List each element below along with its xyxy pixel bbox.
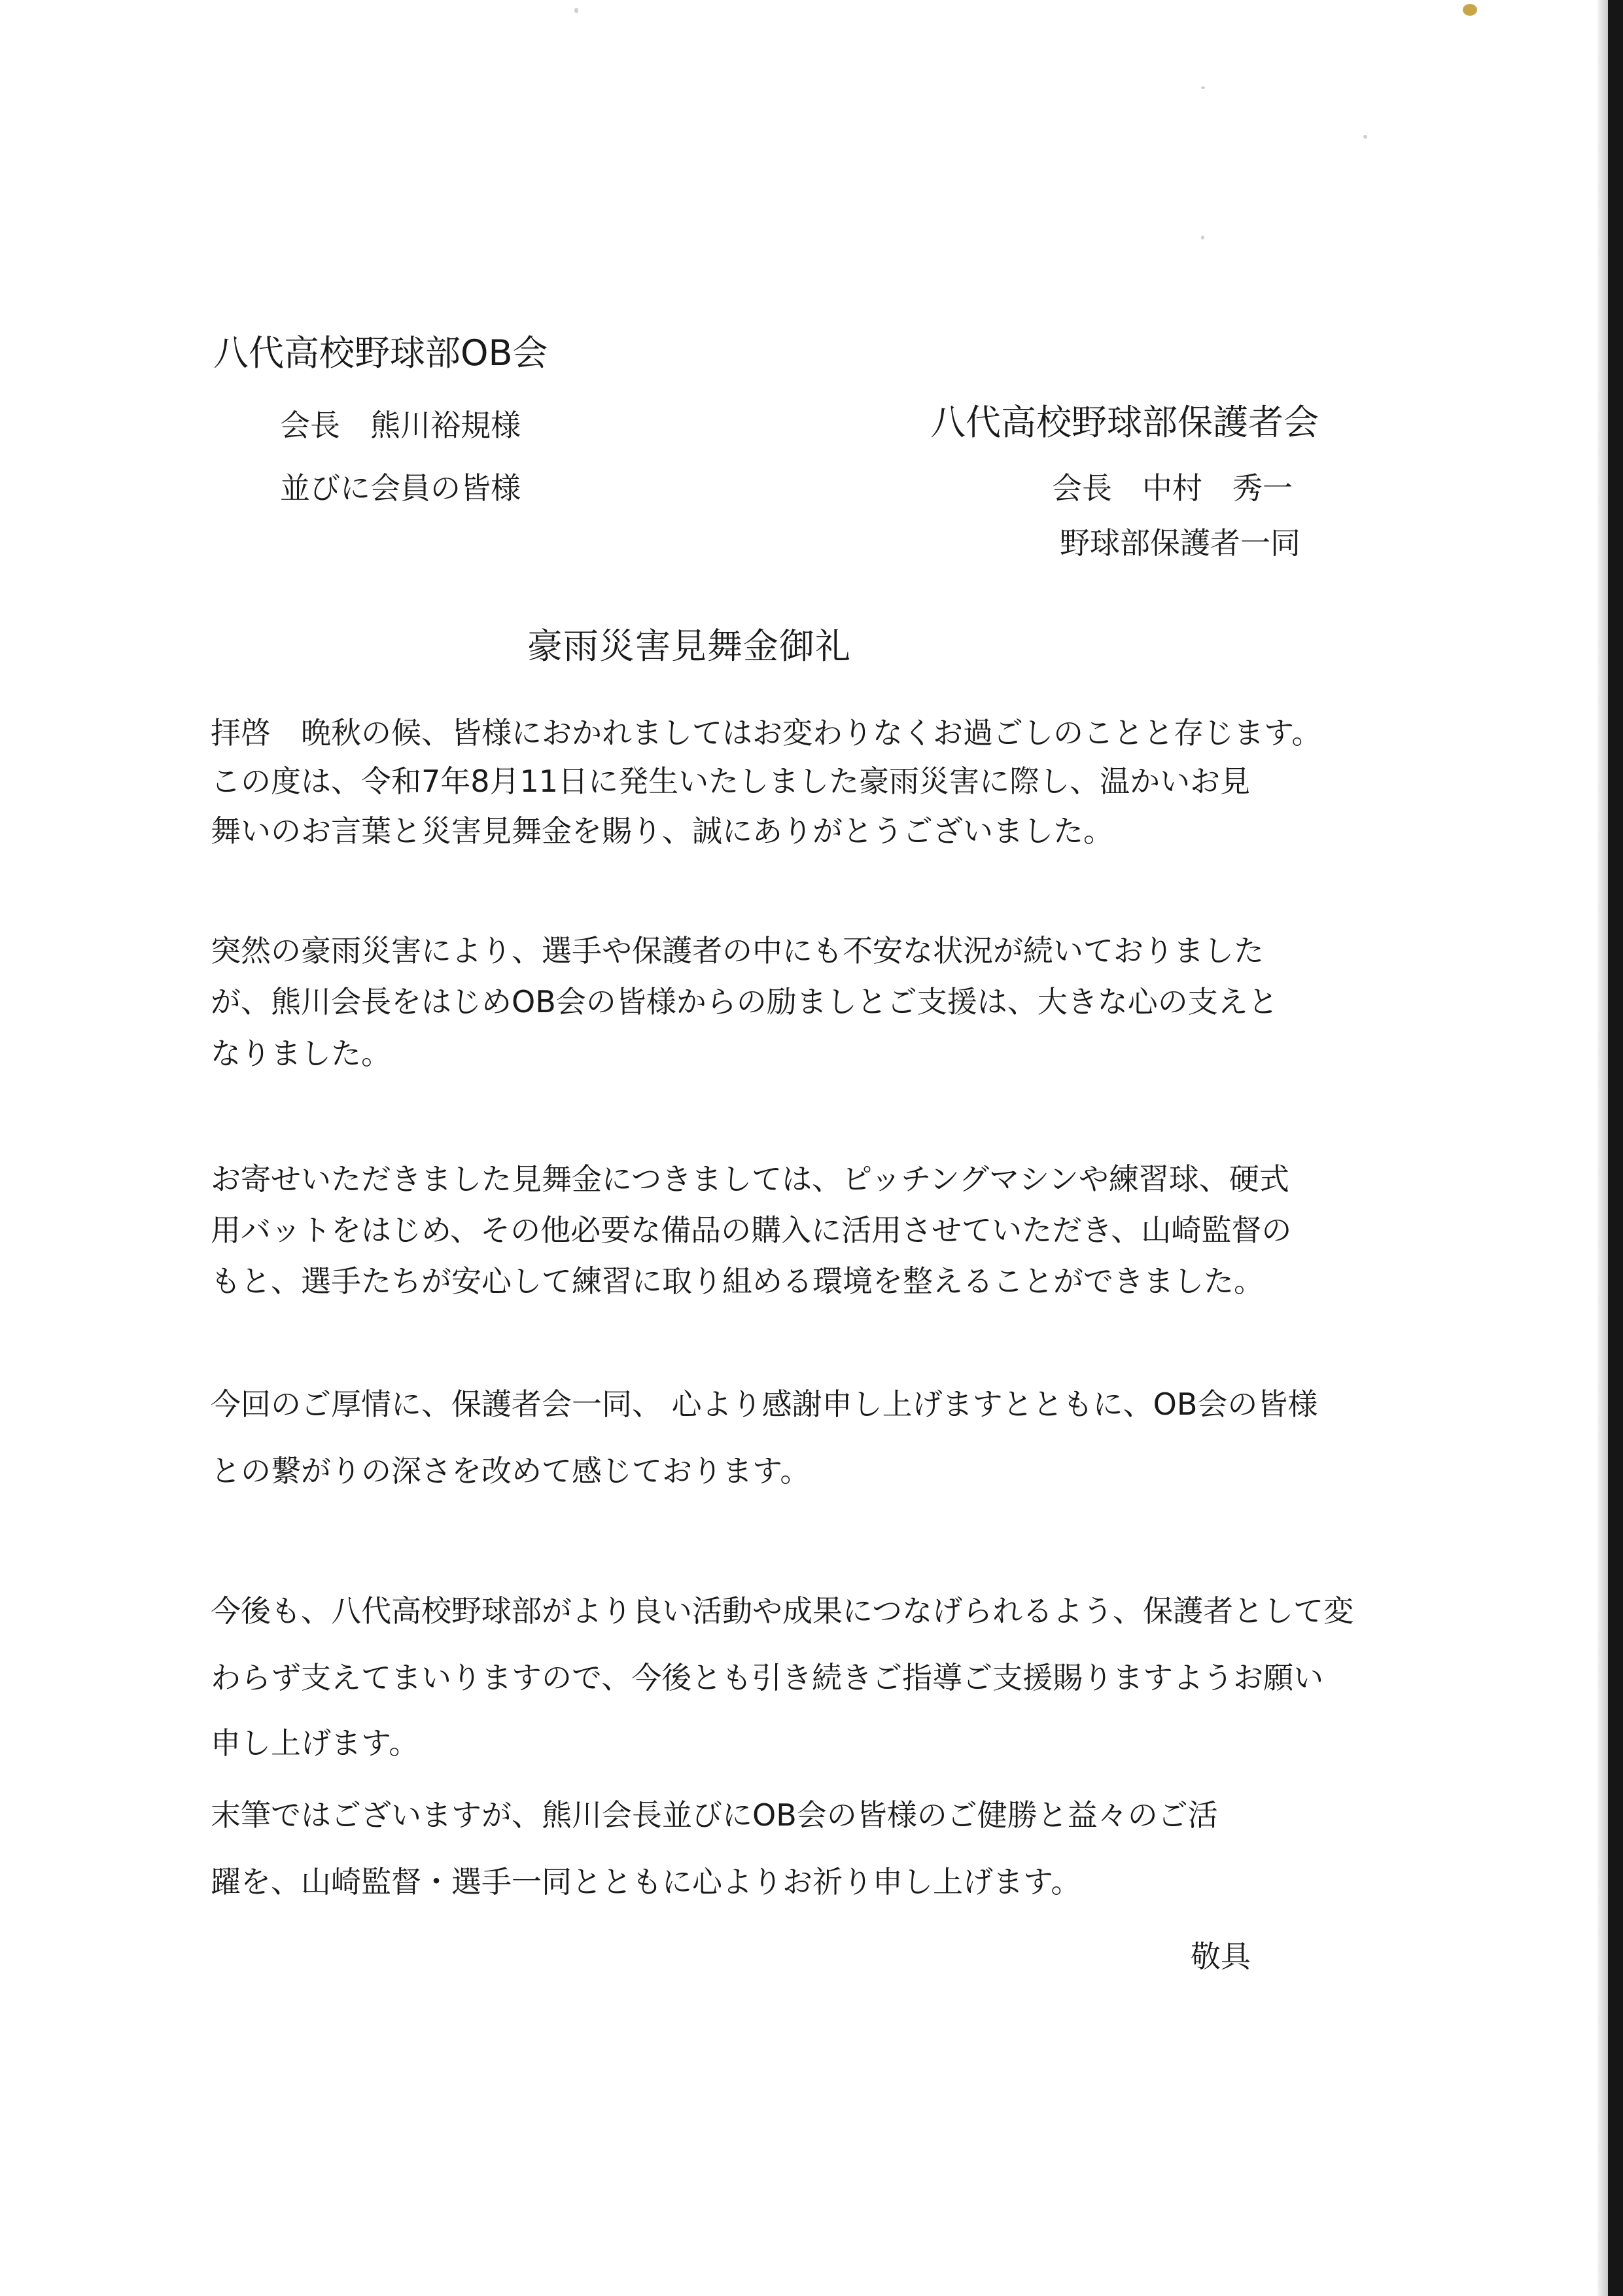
body-line: 用バットをはじめ、その他必要な備品の購入に活用させていただき、山崎監督の	[211, 1212, 1292, 1248]
body-line: この度は、令和7年8月11日に発生いたしました豪雨災害に際し、温かいお見	[211, 764, 1251, 799]
scan-edge-shadow	[1597, 0, 1608, 2296]
letter-title: 豪雨災害見舞金御礼	[527, 626, 851, 667]
scan-edge	[1608, 0, 1623, 2296]
body-line: 舞いのお言葉と災害見舞金を賜り、誠にありがとうございました。	[211, 813, 1113, 849]
body-line: 突然の豪雨災害により、選手や保護者の中にも不安な状況が続いておりました	[211, 933, 1264, 968]
body-line: 拝啓 晩秋の候、皆様におかれましてはお変わりなくお過ごしのことと存じます。	[211, 715, 1322, 751]
scan-speck	[1363, 135, 1367, 139]
body-line: 今回のご厚情に、保護者会一同、 心より感謝申し上げますとともに、OB会の皆様	[211, 1386, 1318, 1422]
body-line: 今後も、八代高校野球部がより良い活動や成果につなげられるよう、保護者として変	[211, 1593, 1354, 1629]
body-line: 躍を、山崎監督・選手一同とともに心よりお祈り申し上げます。	[211, 1864, 1081, 1899]
body-line: なりました。	[211, 1036, 391, 1071]
scan-speck	[1201, 236, 1204, 239]
scan-speck	[1463, 4, 1477, 16]
body-line: もと、選手たちが安心して練習に取り組める環境を整えることができました。	[211, 1263, 1264, 1299]
body-line: との繋がりの深さを改めて感じております。	[211, 1453, 811, 1489]
recipient-organization: 八代高校野球部OB会	[213, 332, 548, 374]
body-line: お寄せいただきました見舞金につきましては、ピッチングマシンや練習球、硬式	[211, 1161, 1289, 1197]
closing-keigu: 敬具	[1191, 1939, 1251, 1974]
body-line: 末筆ではございますが、熊川会長並びにOB会の皆様のご健勝と益々のご活	[211, 1797, 1218, 1833]
scan-speck	[1201, 86, 1205, 89]
sender-group: 野球部保護者一同	[1060, 525, 1300, 561]
scan-speck	[574, 8, 578, 13]
body-line: が、熊川会長をはじめOB会の皆様からの励ましとご支援は、大きな心の支えと	[211, 984, 1278, 1019]
body-line: 申し上げます。	[211, 1725, 419, 1761]
body-line: わらず支えてまいりますので、今後とも引き続きご指導ご支援賜りますようお願い	[211, 1660, 1324, 1695]
recipient-members: 並びに会員の皆様	[280, 470, 521, 506]
sender-chair: 会長 中村 秀一	[1052, 470, 1293, 506]
sender-organization: 八代高校野球部保護者会	[930, 402, 1319, 443]
recipient-chair: 会長 熊川裕規様	[280, 408, 521, 443]
